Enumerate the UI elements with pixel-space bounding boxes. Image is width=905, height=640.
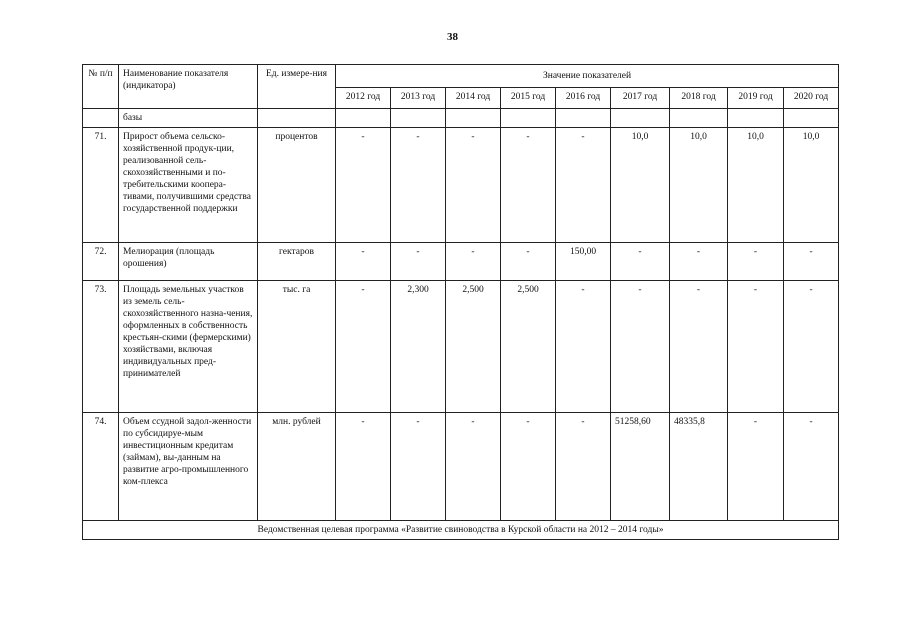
value-cell: - [784,243,839,281]
header-year: 2017 год [611,88,670,109]
header-year: 2016 год [556,88,611,109]
value-cell: - [670,281,728,413]
value-cell: - [446,128,501,243]
value-cell: - [336,243,391,281]
value-cell: - [391,413,446,521]
table-row [83,281,839,413]
value-cell: 2,500 [501,281,556,413]
header-year: 2014 год [446,88,501,109]
value-cell: - [784,281,839,413]
value-cell: - [556,413,611,521]
row-number: 71. [83,128,119,243]
header-year: 2012 год [336,88,391,109]
cell-empty [728,109,784,128]
unit-cell: млн. рублей [258,413,336,521]
value-cell: - [728,281,784,413]
value-cell: - [391,128,446,243]
cell-empty [611,109,670,128]
value-cell: 48335,8 [670,413,728,521]
table-row [83,243,839,281]
header-indicator-name: Наименование показателя (индикатора) [119,65,258,109]
value-cell: - [446,243,501,281]
unit-cell: тыс. га [258,281,336,413]
header-year: 2013 год [391,88,446,109]
program-title-row: Ведомственная целевая программа «Развитие свиноводства в Курской области на 2012 – 2014 годы» [83,521,839,540]
table-row [83,109,839,128]
value-cell: 10,0 [611,128,670,243]
value-cell: 10,0 [670,128,728,243]
header-year: 2019 год [728,88,784,109]
row-number: 72. [83,243,119,281]
value-cell: - [446,413,501,521]
table-row [83,413,839,521]
value-cell: 2,500 [446,281,501,413]
value-cell: - [391,243,446,281]
header-year: 2020 год [784,88,839,109]
cell-empty [670,109,728,128]
value-cell: 150,00 [556,243,611,281]
cell-empty [83,109,119,128]
value-cell: - [336,413,391,521]
row-number: 74. [83,413,119,521]
value-cell: - [670,243,728,281]
table-row [83,521,839,540]
page-number: 38 [447,31,458,43]
indicator-name: Площадь земельных участков из земель сель-скохозяйственного назна-чения, оформленных в собственность крестьян-скими (фермерскими) хозяйствами, включая индивидуальных пред-принимателей [119,281,258,413]
indicators-table [82,64,839,540]
indicator-name: Объем ссудной задол-женности по субсидируе-мым инвестиционным кредитам (займам), вы-данным на развитие агро-промышленного ком-плекса [119,413,258,521]
table-row [83,128,839,243]
indicator-name-continuation: базы [119,109,258,128]
value-cell: 10,0 [784,128,839,243]
cell-empty [446,109,501,128]
indicator-name: Прирост объема сельско-хозяйственной продук-ции, реализованной сель-скохозяйственными и по-требительскими коопера-тивами, получившими средства государственной поддержки [119,128,258,243]
row-number: 73. [83,281,119,413]
cell-empty [784,109,839,128]
value-cell: - [556,281,611,413]
value-cell: - [501,128,556,243]
value-cell: - [501,243,556,281]
value-cell: - [784,413,839,521]
value-cell: 51258,60 [611,413,670,521]
indicator-name: Мелиорация (площадь орошения) [119,243,258,281]
value-cell: - [336,281,391,413]
cell-empty [258,109,336,128]
header-unit: Ед. измере-ния [258,65,336,109]
header-year: 2018 год [670,88,728,109]
value-cell: 10,0 [728,128,784,243]
value-cell: - [611,281,670,413]
header-num: № п/п [83,65,119,109]
header-year: 2015 год [501,88,556,109]
value-cell: - [336,128,391,243]
cell-empty [556,109,611,128]
unit-cell: гектаров [258,243,336,281]
value-cell: - [611,243,670,281]
unit-cell: процентов [258,128,336,243]
header-values-group: Значение показателей [336,65,839,88]
value-cell: - [728,413,784,521]
cell-empty [391,109,446,128]
value-cell: 2,300 [391,281,446,413]
cell-empty [336,109,391,128]
cell-empty [501,109,556,128]
value-cell: - [728,243,784,281]
value-cell: - [501,413,556,521]
value-cell: - [556,128,611,243]
